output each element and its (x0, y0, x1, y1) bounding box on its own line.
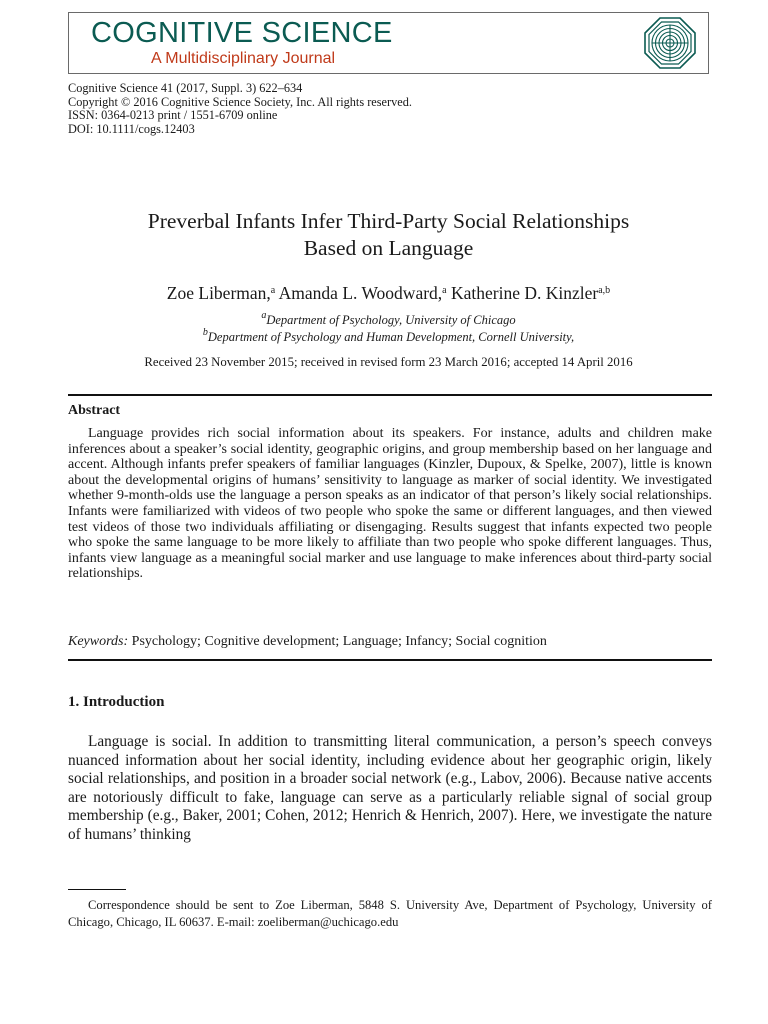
copyright-line: Copyright © 2016 Cognitive Science Society, Inc. All rights reserved. (68, 94, 412, 109)
labyrinth-icon (644, 17, 696, 69)
keywords-text: Psychology; Cognitive development; Language; Infancy; Social cognition (131, 634, 547, 649)
affiliation-a (68, 310, 709, 328)
footnote-rule (68, 889, 126, 890)
author-list (68, 282, 709, 304)
author-affiliation-mark: a (442, 285, 447, 296)
author-name: Zoe Liberman, (166, 283, 271, 303)
issn-line: ISSN: 0364-0213 print / 1551-6709 online (68, 108, 278, 122)
correspondence-footnote: Correspondence should be sent to Zoe Liberman, 5848 S. University Ave, Department of Psychology, University of Chicago, Chicago, IL 60637. E-mail: zoeliberman@uchicago.edu (68, 898, 712, 929)
journal-subtitle: A Multidisciplinary Journal (151, 50, 336, 67)
abstract-top-rule (68, 394, 712, 396)
affiliation-mark: b (202, 327, 208, 338)
keywords-label: Keywords: (68, 634, 129, 649)
introduction-paragraph: Language is social. In addition to transmitting literal communication, a person’s speech conveys nuanced information about her social identity, including evidence about her geographic origin, likely social relationships, and position in a broader social network (e.g., Labov, 2006). Because native accents are notoriously difficult to fake, language can serve as a particularly reliable signal of social group membership (e.g., Baker, 2001; Cohen, 2012; Henrich & Henrich, 2007). Here, we investigate the nature of humans’ thinking (68, 733, 712, 843)
article-title (68, 208, 709, 262)
section-heading-introduction: 1. Introduction (68, 694, 165, 710)
author-name: Amanda L. Woodward, (278, 283, 443, 303)
journal-masthead (68, 12, 709, 74)
citation-line: Cognitive Science 41 (2017, Suppl. 3) 622–634 (68, 81, 303, 95)
abstract-bottom-rule (68, 659, 712, 661)
author-name: Katherine D. Kinzler (451, 283, 599, 303)
abstract-text: Language provides rich social information about its speakers. For instance, adults and children make inferences about a speaker’s social identity, geographic origins, and group membership based on her language and accent. Although infants prefer speakers of familiar languages (Kinzler, Dupoux, & Spelke, 2007), little is known about the developmental origins of humans’ sensitivity to language as marker of social identity. We investigated whether 9-month-olds use the language a person speaks as an indicator of that person’s likely social relationships. Infants were familiarized with videos of two people who spoke the same or different languages, and then viewed test videos of those two individuals affiliating or disengaging. Results suggest that infants expected two people who spoke the same language to be more likely to affiliate than two people who spoke different languages. Thus, infants view language as a meaningful social marker and use language to make inferences about third-party social relationships. (68, 426, 712, 582)
affiliation-text: Department of Psychology, University of Chicago (266, 313, 516, 327)
affiliation-text: Department of Psychology and Human Development, Cornell University, (207, 330, 575, 344)
article-title-line-2: Based on Language (303, 236, 474, 260)
affiliation-b (68, 327, 709, 345)
received-dates: Received 23 November 2015; received in revised form 23 March 2016; accepted 14 April 2016 (144, 355, 633, 369)
journal-title: COGNITIVE SCIENCE (91, 17, 393, 49)
keywords (68, 634, 547, 650)
author-affiliation-mark: a,b (598, 285, 611, 296)
article-title-line-1: Preverbal Infants Infer Third-Party Social Relationships (147, 209, 630, 233)
doi-line: DOI: 10.1111/cogs.12403 (68, 121, 195, 136)
author-affiliation-mark: a (270, 285, 276, 296)
affiliation-mark: a (261, 310, 267, 321)
publication-metadata (68, 82, 412, 136)
abstract-heading: Abstract (68, 403, 121, 418)
